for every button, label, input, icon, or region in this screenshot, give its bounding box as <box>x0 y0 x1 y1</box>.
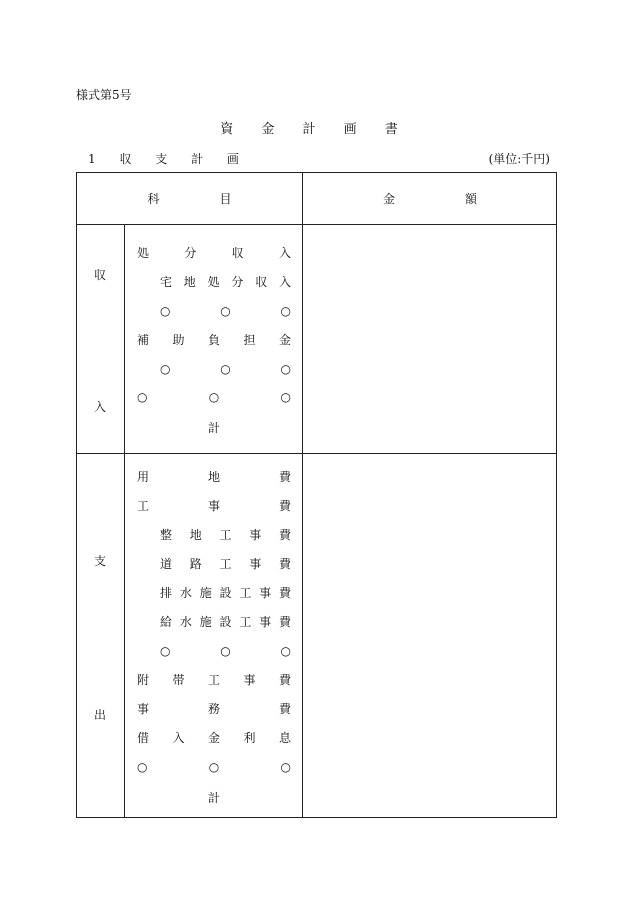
income-row: ○ ○ ○ <box>160 304 291 318</box>
expense-row: ○ ○ ○ <box>137 760 291 774</box>
expense-row: 工 事 費 <box>137 499 291 513</box>
expense-row: 整 地 工 事 費 <box>160 528 291 542</box>
document-title: 資 金 計 画 書 <box>220 122 410 137</box>
expense-row: 事 務 費 <box>137 702 291 716</box>
expense-row: ○ ○ ○ <box>160 644 291 658</box>
unit-label: (単位:千円) <box>488 152 550 166</box>
expense-label-top: 支 <box>93 554 106 568</box>
section-title: 1 収 支 計 画 <box>88 152 249 166</box>
section-divider <box>76 453 557 454</box>
expense-row: 排 水 施 設 工 事 費 <box>160 586 291 600</box>
header-kingaku: 金額 <box>382 191 547 206</box>
income-row: ○ ○ ○ <box>137 390 291 404</box>
income-row: ○ ○ ○ <box>160 362 291 376</box>
expense-total-label: 計 <box>208 791 221 805</box>
plan-table <box>76 172 557 818</box>
expense-row: 給 水 施 設 工 事 費 <box>160 615 291 629</box>
form-number: 様式第5号 <box>76 88 132 102</box>
header-divider <box>76 224 557 225</box>
expense-row: 道 路 工 事 費 <box>160 557 291 571</box>
income-row: 処 分 収 入 <box>137 246 291 260</box>
header-kamoku: 科目 <box>147 191 292 206</box>
income-label-bottom: 入 <box>93 400 106 414</box>
income-total-label: 計 <box>208 421 221 435</box>
expense-row: 附 帯 工 事 費 <box>137 673 291 687</box>
amount-column-divider <box>302 172 303 818</box>
expense-row: 借 入 金 利 息 <box>137 731 291 745</box>
income-label-top: 収 <box>93 268 106 282</box>
expense-row: 用 地 費 <box>137 470 291 484</box>
income-row: 補 助 負 担 金 <box>137 333 291 347</box>
category-column-divider <box>124 224 125 818</box>
income-row: 宅 地 処 分 収 入 <box>160 275 291 289</box>
expense-label-bottom: 出 <box>93 708 106 722</box>
